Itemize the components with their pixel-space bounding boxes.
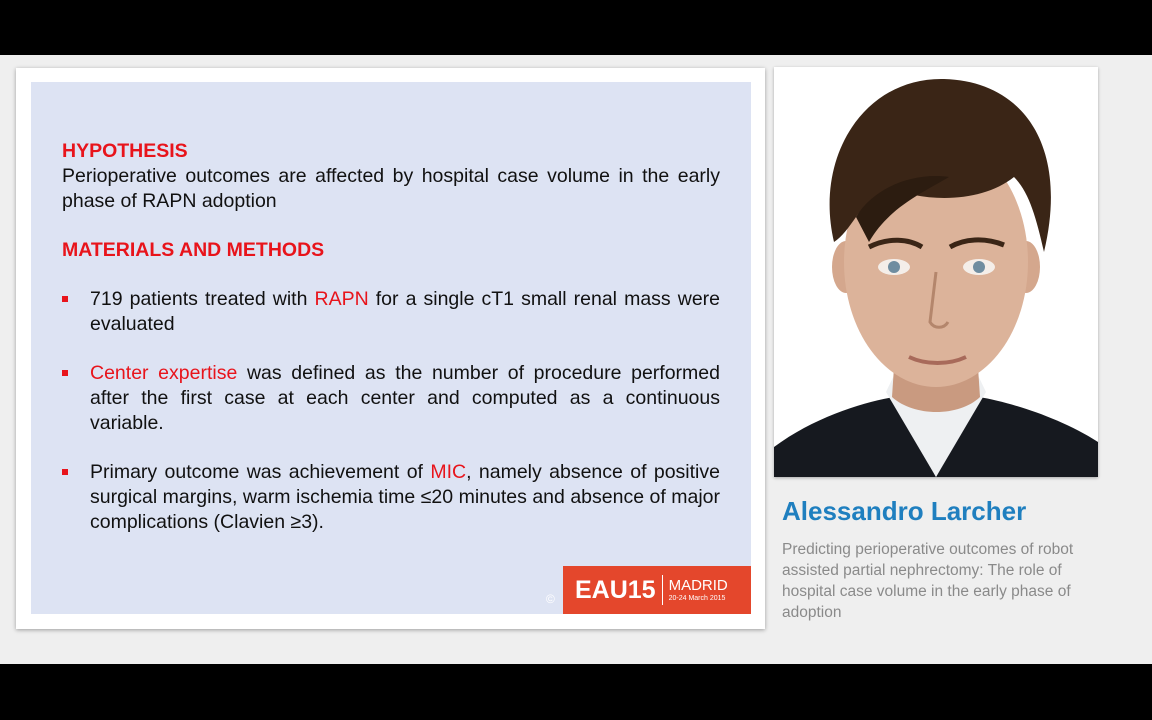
- bullet-square-icon: [62, 370, 68, 376]
- bullet-square-icon: [62, 296, 68, 302]
- bullet-square-icon: [62, 469, 68, 475]
- eau-congress-logo: [563, 566, 751, 614]
- methods-heading: MATERIALS AND METHODS: [62, 239, 325, 261]
- video-stage: [0, 55, 1152, 664]
- bullet-text: 719 patients treated with: [90, 288, 315, 310]
- slide-frame: [16, 68, 765, 629]
- bullet-text: , namely absence of positive surgical margins, warm ischemia time ≤20 minutes and absence of major complications (Clavien ≥3).: [90, 461, 720, 533]
- speaker-photo: [774, 67, 1098, 477]
- slide-body: [62, 139, 720, 535]
- bullet-text: for a single cT1 small renal mass were evaluated: [90, 288, 721, 335]
- bullet-primary-outcome: [62, 460, 720, 535]
- bullet-patients: [62, 287, 720, 337]
- logo-main-text: EAU15: [575, 575, 656, 604]
- bullet-highlight: RAPN: [314, 288, 369, 310]
- logo-dates: 20-24 March 2015: [668, 595, 726, 602]
- hypothesis-text: Perioperative outcomes are affected by hospital case volume in the early phase of RAPN adoption: [62, 165, 720, 212]
- presentation-slide: [31, 82, 751, 614]
- bullet-text: Primary outcome was achievement of: [90, 461, 431, 483]
- talk-title: Predicting perioperative outcomes of robot assisted partial nephrectomy: The role of hospital case volume in the early phase of adoption: [782, 541, 1074, 621]
- bullet-center-expertise: [62, 361, 720, 436]
- bullet-highlight: MIC: [430, 461, 467, 483]
- copyright-mark: ©: [546, 592, 555, 606]
- hypothesis-heading: HYPOTHESIS: [62, 140, 188, 162]
- speaker-name: Alessandro Larcher: [782, 496, 1027, 526]
- logo-city: MADRID: [668, 577, 728, 594]
- bullet-highlight: Center expertise: [90, 362, 238, 384]
- bullet-text: was defined as the number of procedure performed after the first case at each center and computed as a continuous variable.: [90, 362, 720, 434]
